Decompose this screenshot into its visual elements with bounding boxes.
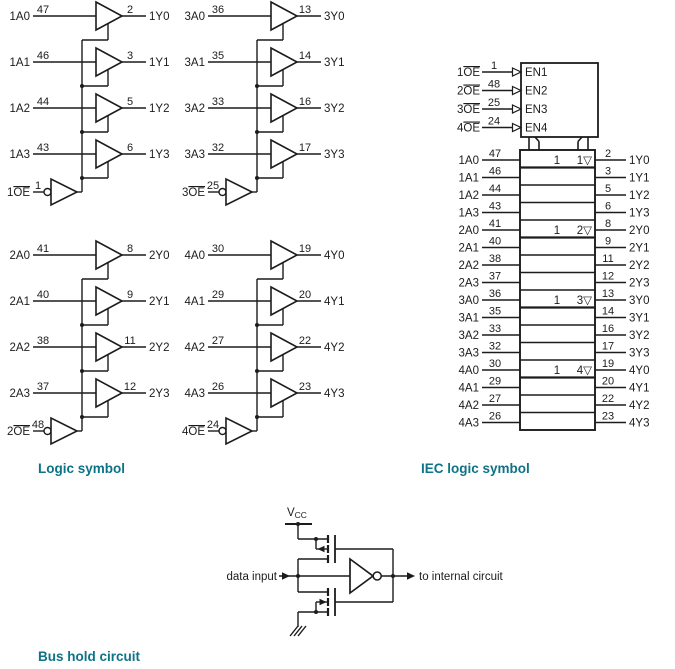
pin-number: 22 [601, 393, 615, 405]
pin-number: 1 [490, 60, 498, 72]
pin-number: 35 [211, 50, 225, 62]
output-label: 2Y0 [629, 225, 650, 237]
pin-number: 32 [211, 142, 225, 154]
pin-number: 27 [211, 335, 225, 347]
pin-number: 43 [488, 200, 502, 213]
output-label: 3Y3 [324, 149, 345, 161]
pin-number: 33 [488, 323, 502, 335]
output-label: 3Y1 [324, 57, 345, 69]
input-label: 3A2 [458, 330, 479, 342]
pin-number: 33 [211, 96, 225, 108]
junction-dot [255, 130, 259, 134]
buffer-triangle [271, 379, 297, 407]
input-label: 3A1 [458, 312, 479, 325]
buffer-triangle [271, 94, 297, 122]
input-label: 2A0 [458, 225, 479, 237]
polarity-indicator [513, 124, 522, 132]
oe-inverter-triangle [51, 179, 77, 205]
junction-dot [80, 415, 84, 419]
pin-number: 3 [604, 165, 612, 178]
input-label: 2A2 [9, 342, 30, 354]
oe-inverter-triangle [226, 418, 252, 444]
oe-inverter-triangle [51, 418, 77, 444]
oe-label: 3OE [181, 187, 205, 199]
output-label: 3Y2 [324, 103, 345, 115]
output-label: 3Y0 [629, 295, 650, 307]
pin-number: 2 [604, 148, 612, 160]
buffer-triangle [96, 140, 122, 168]
data-input-label: data input [226, 571, 277, 583]
en-inner-label: EN3 [525, 104, 548, 116]
pin-number: 25 [206, 180, 220, 192]
iec-logic-symbol-diagram [450, 55, 675, 460]
pmos-bulk-arrow [318, 546, 325, 552]
junction-dot [255, 176, 259, 180]
tristate-output-label: 2▽ [576, 225, 592, 237]
junction-dot [80, 176, 84, 180]
output-label: 4Y0 [324, 250, 345, 262]
output-label: 4Y2 [629, 400, 650, 412]
pin-number: 23 [298, 381, 312, 393]
buffer-triangle [271, 140, 297, 168]
pin-number: 47 [488, 148, 502, 160]
input-label: 2A1 [9, 296, 30, 308]
output-label: 1Y1 [629, 172, 650, 185]
inverter-bubble [373, 572, 381, 580]
output-arrowhead [407, 572, 415, 579]
oe-label: 2OE [456, 85, 480, 98]
pin-number: 29 [488, 375, 502, 388]
input-arrowhead [282, 572, 290, 579]
pin-number: 3 [126, 50, 134, 62]
input-label: 4A0 [458, 365, 479, 377]
junction-dot [80, 323, 84, 327]
junction-dot [255, 323, 259, 327]
pin-number: 46 [36, 50, 50, 62]
buffer-triangle [96, 48, 122, 76]
iec-logic-symbol-caption: IEC logic symbol [421, 461, 530, 476]
pin-number: 11 [602, 253, 614, 265]
inverter-bubble [219, 189, 226, 196]
pin-number: 26 [211, 381, 225, 393]
input-label: 3A3 [184, 149, 205, 161]
output-label: 4Y0 [629, 365, 650, 377]
input-label: 1A3 [9, 149, 30, 161]
junction-dot [80, 84, 84, 88]
input-label: 1A0 [9, 11, 30, 23]
pin-number: 20 [298, 289, 312, 301]
pin-number: 9 [126, 289, 134, 301]
oe-label: 3OE [456, 104, 480, 116]
buffer-triangle [96, 94, 122, 122]
pin-number: 11 [124, 335, 136, 347]
pin-number: 29 [211, 289, 225, 301]
tristate-output-label: 1▽ [576, 155, 592, 167]
pin-number: 26 [488, 410, 502, 423]
en-inner-label: EN2 [525, 85, 548, 98]
input-label: 4A3 [458, 417, 479, 430]
junction-dot [255, 415, 259, 419]
output-label: 4Y3 [324, 388, 345, 400]
input-label: 2A3 [9, 388, 30, 400]
output-label: 3Y1 [629, 312, 650, 325]
junction-dot [80, 369, 84, 373]
ground-symbol [298, 626, 306, 636]
output-label: 3Y3 [629, 347, 650, 360]
inverter-triangle [350, 559, 373, 593]
oe-label: 2OE [6, 426, 30, 438]
output-label: 2Y3 [149, 388, 170, 400]
buffer-triangle [271, 48, 297, 76]
input-label: 3A0 [184, 11, 205, 23]
input-label: 1A2 [9, 103, 30, 115]
input-label: 2A2 [458, 260, 479, 272]
pin-number: 16 [601, 323, 615, 335]
pin-number: 17 [298, 142, 312, 154]
pin-number: 44 [36, 96, 50, 108]
pin-number: 8 [126, 243, 134, 255]
input-label: 1A1 [458, 172, 479, 185]
junction-dot [80, 130, 84, 134]
pin-number: 38 [36, 335, 50, 347]
pin-number: 38 [488, 253, 502, 265]
oe-inverter-triangle [226, 179, 252, 205]
nmos-bulk-arrow [320, 599, 327, 605]
input-label: 3A3 [458, 347, 479, 360]
output-label: 1Y2 [149, 103, 170, 115]
buffer-triangle [96, 333, 122, 361]
input-label: 4A3 [184, 388, 205, 400]
output-label: 1Y1 [149, 57, 170, 69]
bus-hold-circuit-diagram [226, 495, 520, 645]
pin-number: 40 [488, 235, 502, 248]
pin-number: 13 [298, 4, 312, 16]
buffer-triangle [271, 241, 297, 269]
output-label: 3Y2 [629, 330, 650, 342]
input-label: 4A2 [184, 342, 205, 354]
pin-number: 13 [601, 288, 615, 300]
output-label: 1Y0 [629, 155, 650, 167]
junction-dot [391, 574, 395, 578]
pin-number: 25 [487, 97, 501, 109]
tristate-output-label: 4▽ [576, 365, 592, 377]
input-label: 3A0 [458, 295, 479, 307]
pin-number: 23 [601, 410, 615, 423]
en-inner-label: EN1 [525, 67, 548, 79]
buffer-triangle [271, 287, 297, 315]
pin-number: 5 [126, 96, 134, 108]
ground-symbol [294, 626, 302, 636]
pin-number: 14 [601, 305, 615, 318]
pin-number: 44 [488, 183, 502, 195]
input-label: 3A1 [184, 57, 205, 69]
pin-number: 9 [604, 235, 612, 248]
pin-number: 41 [488, 218, 502, 230]
output-label: 1Y3 [149, 149, 170, 161]
polarity-indicator [513, 87, 522, 95]
buffer-triangle [96, 2, 122, 30]
to-internal-circuit-label: to internal circuit [419, 571, 503, 583]
output-label: 1Y2 [629, 190, 650, 202]
pin-number: 24 [206, 419, 220, 431]
and-dependency-label: 1 [553, 295, 561, 307]
pin-number: 32 [488, 340, 502, 353]
pin-number: 47 [36, 4, 50, 16]
logic-symbol-caption: Logic symbol [38, 461, 126, 476]
vcc-label: VCC [287, 507, 307, 520]
tristate-output-label: 3▽ [576, 295, 592, 307]
inverter-bubble [44, 428, 51, 435]
output-label: 3Y0 [324, 11, 345, 23]
oe-label: 1OE [456, 67, 480, 79]
output-label: 4Y3 [629, 417, 650, 430]
output-label: 4Y2 [324, 342, 345, 354]
pin-number: 36 [488, 288, 502, 300]
input-label: 4A1 [458, 382, 479, 395]
bus-hold-caption: Bus hold circuit [38, 649, 141, 664]
pin-number: 30 [488, 358, 502, 370]
polarity-indicator [513, 68, 522, 76]
pin-number: 48 [487, 78, 501, 91]
pin-number: 22 [298, 335, 312, 347]
input-label: 2A1 [458, 242, 479, 255]
and-dependency-label: 1 [553, 225, 561, 237]
pin-number: 6 [126, 142, 134, 154]
pin-number: 46 [488, 165, 502, 178]
oe-label: 4OE [456, 122, 480, 135]
pin-number: 6 [604, 200, 612, 213]
pin-number: 20 [601, 375, 615, 388]
and-dependency-label: 1 [553, 155, 561, 167]
buffer-triangle [96, 241, 122, 269]
output-label: 1Y0 [149, 11, 170, 23]
buffer-triangle [96, 379, 122, 407]
pin-number: 14 [298, 50, 312, 62]
polarity-indicator [513, 105, 522, 113]
pin-number: 37 [36, 381, 50, 393]
input-label: 2A3 [458, 277, 479, 290]
oe-label: 4OE [181, 426, 205, 438]
pin-number: 2 [126, 4, 134, 16]
pin-number: 30 [211, 243, 225, 255]
pin-number: 35 [488, 305, 502, 318]
oe-label: 1OE [6, 187, 30, 199]
input-label: 1A1 [9, 57, 30, 69]
ground-symbol [290, 626, 298, 636]
pin-number: 19 [298, 243, 312, 255]
output-label: 4Y1 [324, 296, 345, 308]
pin-number: 41 [36, 243, 50, 255]
input-label: 1A2 [458, 190, 479, 202]
pin-number: 12 [123, 381, 137, 393]
logic-symbol-diagram [0, 0, 450, 455]
output-label: 1Y3 [629, 207, 650, 220]
pin-number: 37 [488, 270, 502, 283]
output-label: 2Y1 [149, 296, 170, 308]
pin-number: 24 [487, 115, 501, 128]
en-inner-label: EN4 [525, 122, 548, 135]
pin-number: 16 [298, 96, 312, 108]
output-label: 2Y0 [149, 250, 170, 262]
buffer-triangle [96, 287, 122, 315]
pin-number: 43 [36, 142, 50, 154]
input-label: 1A3 [458, 207, 479, 220]
output-label: 2Y1 [629, 242, 650, 255]
junction-dot [255, 369, 259, 373]
input-label: 2A0 [9, 250, 30, 262]
pin-number: 12 [601, 270, 615, 283]
pin-number: 36 [211, 4, 225, 16]
pin-number: 40 [36, 289, 50, 301]
buffer-triangle [271, 2, 297, 30]
input-label: 1A0 [458, 155, 479, 167]
input-label: 3A2 [184, 103, 205, 115]
pin-number: 19 [601, 358, 615, 370]
pin-number: 48 [31, 419, 45, 431]
inverter-bubble [219, 428, 226, 435]
input-label: 4A2 [458, 400, 479, 412]
buffer-triangle [271, 333, 297, 361]
junction-dot [255, 84, 259, 88]
pin-number: 8 [604, 218, 612, 230]
input-label: 4A1 [184, 296, 205, 308]
inverter-bubble [44, 189, 51, 196]
pin-number: 5 [604, 183, 612, 195]
output-label: 2Y2 [629, 260, 650, 272]
pin-number: 1 [34, 180, 42, 192]
pin-number: 27 [488, 393, 502, 405]
and-dependency-label: 1 [553, 365, 561, 377]
pin-number: 17 [601, 340, 615, 353]
output-label: 4Y1 [629, 382, 650, 395]
output-label: 2Y3 [629, 277, 650, 290]
input-label: 4A0 [184, 250, 205, 262]
output-label: 2Y2 [149, 342, 170, 354]
